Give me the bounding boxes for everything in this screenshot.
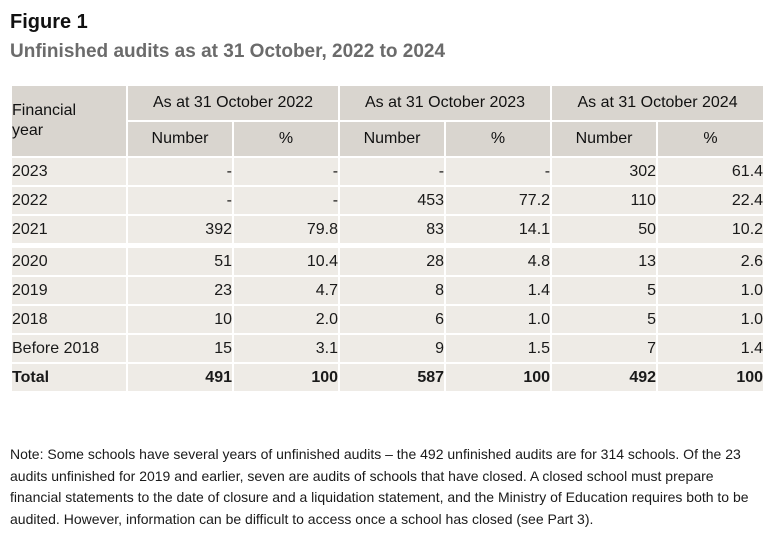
cell-number: - (127, 157, 233, 186)
row-year: Before 2018 (11, 334, 127, 363)
subheader-percent: % (657, 121, 764, 157)
cell-number: 7 (551, 334, 657, 363)
cell-percent: 1.0 (445, 305, 551, 334)
unfinished-audits-table (10, 84, 765, 393)
table-row (11, 276, 764, 305)
cell-percent: 14.1 (445, 215, 551, 246)
cell-percent: 79.8 (233, 215, 339, 246)
row-year: 2021 (11, 215, 127, 246)
cell-number: 50 (551, 215, 657, 246)
cell-number: 15 (127, 334, 233, 363)
cell-percent: 61.4 (657, 157, 764, 186)
cell-number: 28 (339, 246, 445, 277)
table-row (11, 215, 764, 246)
subheader-number: Number (127, 121, 233, 157)
cell-number: 110 (551, 186, 657, 215)
cell-percent: 1.4 (445, 276, 551, 305)
total-percent: 100 (233, 363, 339, 392)
subheader-percent: % (233, 121, 339, 157)
subheader-number: Number (551, 121, 657, 157)
table-row (11, 334, 764, 363)
row-year: 2018 (11, 305, 127, 334)
row-year: 2020 (11, 246, 127, 277)
cell-percent: 1.0 (657, 276, 764, 305)
footnote: Note: Some schools have several years of unfinished audits – the 492 unfinished audits are for 314 schools. Of the 23 audits unfinished for 2019 and earlier, seven are audits of schools that have closed. A closed school must prepare financial statements to the date of closure and a liquidation statement, and the Ministry of Education requires both to be audited. However, information can be difficult to access once a school has closed (see Part 3). (10, 446, 749, 527)
cell-percent: 77.2 (445, 186, 551, 215)
row-year: 2022 (11, 186, 127, 215)
cell-percent: 4.8 (445, 246, 551, 277)
total-number: 587 (339, 363, 445, 392)
cell-number: - (339, 157, 445, 186)
table-row (11, 305, 764, 334)
cell-number: 453 (339, 186, 445, 215)
header-row-groups (11, 85, 764, 121)
cell-number: 392 (127, 215, 233, 246)
cell-percent: - (445, 157, 551, 186)
column-header-financial-year: Financial year (11, 85, 127, 157)
subheader-percent: % (445, 121, 551, 157)
cell-percent: 10.4 (233, 246, 339, 277)
cell-percent: 22.4 (657, 186, 764, 215)
total-number: 492 (551, 363, 657, 392)
cell-number: - (127, 186, 233, 215)
row-year: 2023 (11, 157, 127, 186)
row-year: 2019 (11, 276, 127, 305)
total-label: Total (11, 363, 127, 392)
cell-number: 9 (339, 334, 445, 363)
total-percent: 100 (657, 363, 764, 392)
column-group-2022: As at 31 October 2022 (127, 85, 339, 121)
cell-percent: - (233, 157, 339, 186)
total-number: 491 (127, 363, 233, 392)
figure-title: Unfinished audits as at 31 October, 2022 to 2024 (10, 41, 446, 62)
cell-number: 5 (551, 305, 657, 334)
cell-number: 8 (339, 276, 445, 305)
cell-number: 10 (127, 305, 233, 334)
total-row (11, 363, 764, 392)
cell-number: 83 (339, 215, 445, 246)
table-row (11, 157, 764, 186)
column-group-2023: As at 31 October 2023 (339, 85, 551, 121)
figure-label: Figure 1 (10, 11, 88, 33)
cell-percent: 1.0 (657, 305, 764, 334)
table-row (11, 186, 764, 215)
column-group-2024: As at 31 October 2024 (551, 85, 764, 121)
cell-number: 6 (339, 305, 445, 334)
cell-percent: 2.0 (233, 305, 339, 334)
cell-percent: 3.1 (233, 334, 339, 363)
cell-number: 23 (127, 276, 233, 305)
cell-number: 51 (127, 246, 233, 277)
cell-percent: 10.2 (657, 215, 764, 246)
table-row (11, 246, 764, 277)
subheader-number: Number (339, 121, 445, 157)
cell-number: 5 (551, 276, 657, 305)
cell-number: 13 (551, 246, 657, 277)
cell-percent: - (233, 186, 339, 215)
cell-percent: 4.7 (233, 276, 339, 305)
cell-percent: 2.6 (657, 246, 764, 277)
cell-percent: 1.5 (445, 334, 551, 363)
cell-number: 302 (551, 157, 657, 186)
cell-percent: 1.4 (657, 334, 764, 363)
total-percent: 100 (445, 363, 551, 392)
